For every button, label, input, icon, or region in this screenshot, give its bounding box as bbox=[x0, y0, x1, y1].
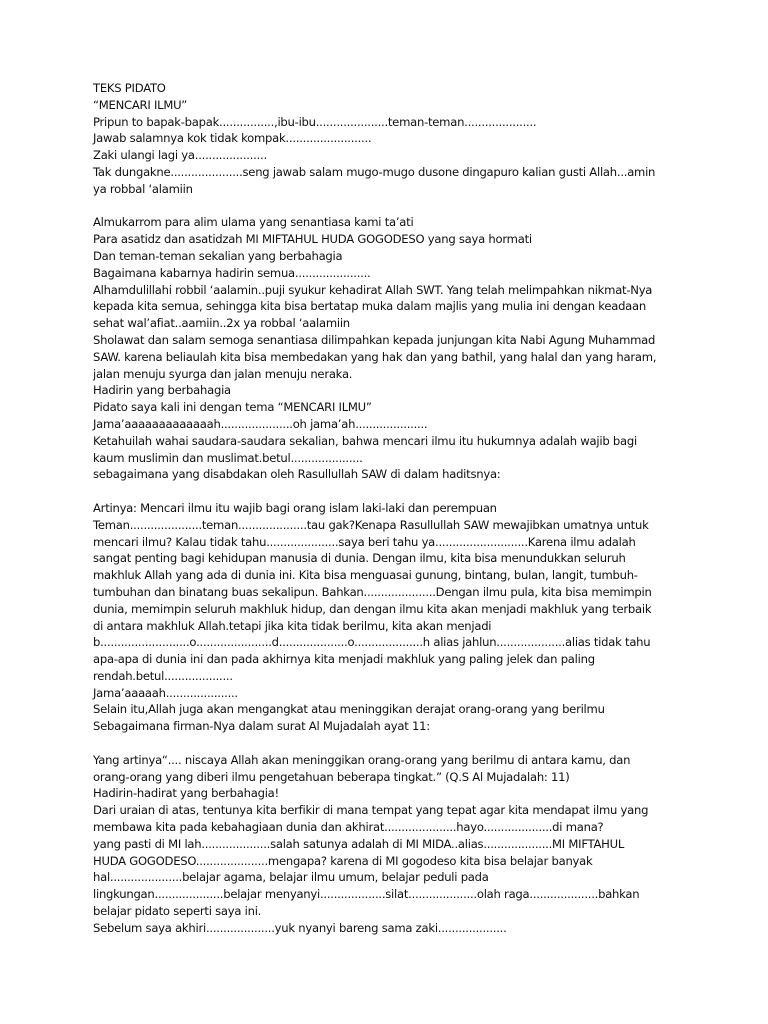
text-line: membawa kita pada kebahagiaan dunia dan akhirat.....................hayo....................di mana? bbox=[93, 820, 604, 835]
text-line: tumbuhan dan binatang buas sekalipun. Bahkan.....................Dengan ilmu pula, kita bisa memimpin bbox=[93, 584, 652, 599]
speech-text bbox=[93, 80, 723, 937]
text-line: Hadirin yang berbahagia bbox=[93, 383, 231, 398]
text-line: Pripun to bapak-bapak................,ibu-ibu.....................teman-teman..................... bbox=[93, 114, 537, 129]
blank-line bbox=[93, 483, 723, 500]
text-line: Bagaimana kabarnya hadirin semua...................... bbox=[93, 265, 371, 280]
text-line: yang pasti di MI lah....................salah satunya adalah di MI MIDA..alias....................MI MIFTAHUL bbox=[93, 836, 625, 851]
text-line: jalan menuju syurga dan jalan menuju neraka. bbox=[93, 366, 353, 381]
text-line: kepada kita semua, sehingga kita bisa bertatap muka dalam majlis yang mulia ini dengan keadaan bbox=[93, 299, 646, 314]
text-line: hal.....................belajar agama, belajar ilmu umum, belajar peduli pada bbox=[93, 870, 489, 885]
text-line: makhluk Allah yang ada di dunia ini. Kita bisa menguasai gunung, bintang, bulan, langit, tumbuh- bbox=[93, 568, 638, 583]
text-line: kaum muslimin dan muslimat.betul..................... bbox=[93, 450, 363, 465]
blank-line bbox=[93, 198, 723, 215]
text-line: Pidato saya kali ini dengan tema “MENCARI ILMU” bbox=[93, 400, 372, 415]
text-line: Sebelum saya akhiri....................yuk nyanyi bareng sama zaki.................... bbox=[93, 920, 507, 935]
text-line: sehat wal’afiat..aamiin..2x ya robbal ‘aalamiin bbox=[93, 316, 350, 331]
text-line: Selain itu,Allah juga akan mengangkat atau meninggikan derajat orang-orang yang berilmu bbox=[93, 702, 605, 717]
text-line: TEKS PIDATO bbox=[93, 81, 166, 95]
text-line: Artinya: Mencari ilmu itu wajib bagi orang islam laki-laki dan perempuan bbox=[93, 500, 497, 515]
blank-line bbox=[93, 735, 723, 752]
text-line: sebagaimana yang disabdakan oleh Rasullullah SAW di dalam haditsnya: bbox=[93, 467, 501, 482]
text-line: Hadirin-hadirat yang berbahagia! bbox=[93, 786, 279, 801]
text-line: mencari ilmu? Kalau tidak tahu.....................saya beri tahu ya...........................Karena ilmu adalah bbox=[93, 534, 636, 549]
text-line: Teman.....................teman....................tau gak?Kenapa Rasullullah SAW mewajibkan umatnya untuk bbox=[93, 517, 649, 532]
text-line: Zaki ulangi lagi ya..................... bbox=[93, 148, 267, 163]
text-line: rendah.betul.................... bbox=[93, 668, 233, 683]
text-line: lingkungan....................belajar menyanyi...................silat....................olah raga....................bahkan bbox=[93, 887, 640, 902]
text-line: Sholawat dan salam semoga senantiasa dilimpahkan kepada junjungan kita Nabi Agung Muhammad bbox=[93, 332, 656, 347]
text-line: SAW. karena beliaulah kita bisa membedakan yang hak dan yang bathil, yang halal dan yang haram, bbox=[93, 349, 657, 364]
text-line: Jama’aaaaaaaaaaaaah.....................oh jama’ah..................... bbox=[93, 416, 428, 431]
text-line: Dari uraian di atas, tentunya kita berfikir di mana tempat yang tepat agar kita mendapat ilmu yang bbox=[93, 803, 649, 818]
text-line: Tak dungakne.....................seng jawab salam mugo-mugo dusone dingapuro kalian gusti Allah...amin bbox=[93, 164, 656, 179]
text-line: Ketahuilah wahai saudara-saudara sekalian, bahwa mencari ilmu itu hukumnya adalah wajib bagi bbox=[93, 433, 637, 448]
text-line: HUDA GOGODESO.....................mengapa? karena di MI gogodeso kita bisa belajar banyak bbox=[93, 853, 593, 868]
text-line: Para asatidz dan asatidzah MI MIFTAHUL HUDA GOGODESO yang saya hormati bbox=[93, 232, 532, 247]
text-line: sangat penting bagi kehidupan manusia di dunia. Dengan ilmu, kita bisa menundukkan seluruh bbox=[93, 551, 626, 566]
text-line: Jawab salamnya kok tidak kompak......................... bbox=[93, 131, 372, 146]
text-line: b..........................o......................d....................o....................h alias jahlun....................alias tidak tahu bbox=[93, 635, 651, 650]
text-line: di antara makhluk Allah.tetapi jika kita tidak berilmu, kita akan menjadi bbox=[93, 618, 492, 633]
text-line: dunia, memimpin seluruh makhluk hidup, dan dengan ilmu kita akan menjadi makhluk yang terbaik bbox=[93, 601, 652, 616]
text-line: Almukarrom para alim ulama yang senantiasa kami ta’ati bbox=[93, 215, 414, 230]
text-line: “MENCARI ILMU” bbox=[93, 97, 188, 112]
text-line: orang-orang yang diberi ilmu pengetahuan beberapa tingkat.” (Q.S Al Mujadalah: 11) bbox=[93, 769, 570, 784]
text-line: apa-apa di dunia ini dan pada akhirnya kita menjadi makhluk yang paling jelek dan paling bbox=[93, 652, 595, 667]
text-line: Yang artinya“.... niscaya Allah akan meninggikan orang-orang yang berilmu di antara kamu, dan bbox=[93, 752, 631, 767]
text-line: Dan teman-teman sekalian yang berbahagia bbox=[93, 248, 343, 263]
text-line: Jama’aaaaah..................... bbox=[93, 685, 238, 700]
text-line: belajar pidato seperti saya ini. bbox=[93, 904, 262, 919]
text-line: Alhamdulillahi robbil ‘aalamin..puji syukur kehadirat Allah SWT. Yang telah melimpahkan nikmat-Nya bbox=[93, 282, 653, 297]
text-line: ya robbal ‘alamiin bbox=[93, 181, 193, 196]
text-line: Sebagaimana firman-Nya dalam surat Al Mujadalah ayat 11: bbox=[93, 719, 430, 734]
